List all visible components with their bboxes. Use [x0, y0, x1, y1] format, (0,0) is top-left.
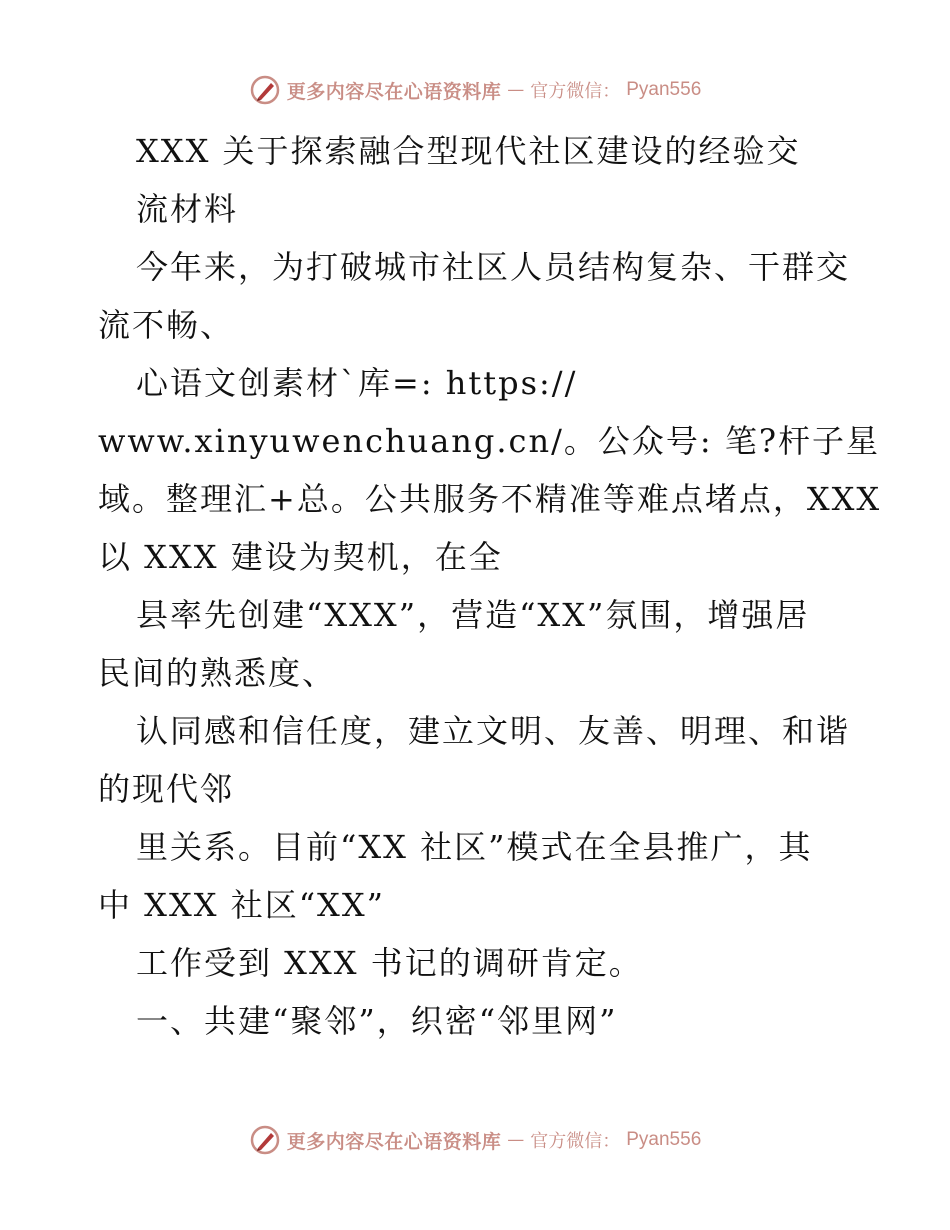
document-line: 一、共建“聚邻”，织密“邻里网” [136, 1002, 618, 1040]
header-watermark-banner [0, 70, 950, 110]
watermark-brand-text: 更多内容尽在心语资料库 [286, 80, 502, 103]
watermark-wechat-id: Pyan556 [626, 79, 702, 100]
document-line: 域。整理汇+总。公共服务不精准等难点堵点，XXX [98, 480, 882, 518]
footer-watermark-banner [0, 1120, 950, 1160]
document-line: 以 XXX 建设为契机，在全 [98, 538, 503, 576]
document-line: 流不畅、 [98, 306, 235, 344]
pen-circle-logo-icon [249, 1124, 281, 1156]
watermark-brand-text: 更多内容尽在心语资料库 [286, 1130, 502, 1153]
document-line: 县率先创建“XXX”，营造“XX”氛围，增强居 [136, 596, 810, 634]
document-line: 今年来，为打破城市社区人员结构复杂、干群交 [136, 248, 851, 286]
watermark-dash: — [507, 1130, 525, 1150]
watermark-wechat-id: Pyan556 [626, 1129, 702, 1150]
watermark-wechat-label: 官方微信： [530, 81, 621, 102]
pen-circle-logo-icon [249, 74, 281, 106]
document-line: 工作受到 XXX 书记的调研肯定。 [136, 944, 643, 982]
document-line: 心语文创素材`库=: https:// [136, 364, 578, 402]
document-line: 的现代邻 [98, 770, 235, 808]
watermark-dash: — [507, 80, 525, 100]
document-line: 中 XXX 社区“XX” [98, 886, 385, 924]
document-body [98, 122, 882, 1050]
document-line: 流材料 [136, 190, 239, 228]
watermark-wechat-label: 官方微信： [530, 1131, 621, 1152]
document-line: 民间的熟悉度、 [98, 654, 337, 692]
document-line: www.xinyuwenchuang.cn/。公众号: 笔?杆子星 [98, 422, 880, 460]
document-line: XXX 关于探索融合型现代社区建设的经验交 [136, 132, 801, 170]
document-line: 认同感和信任度，建立文明、友善、明理、和谐 [136, 712, 851, 750]
document-line: 里关系。目前“XX 社区”模式在全县推广，其 [136, 828, 813, 866]
